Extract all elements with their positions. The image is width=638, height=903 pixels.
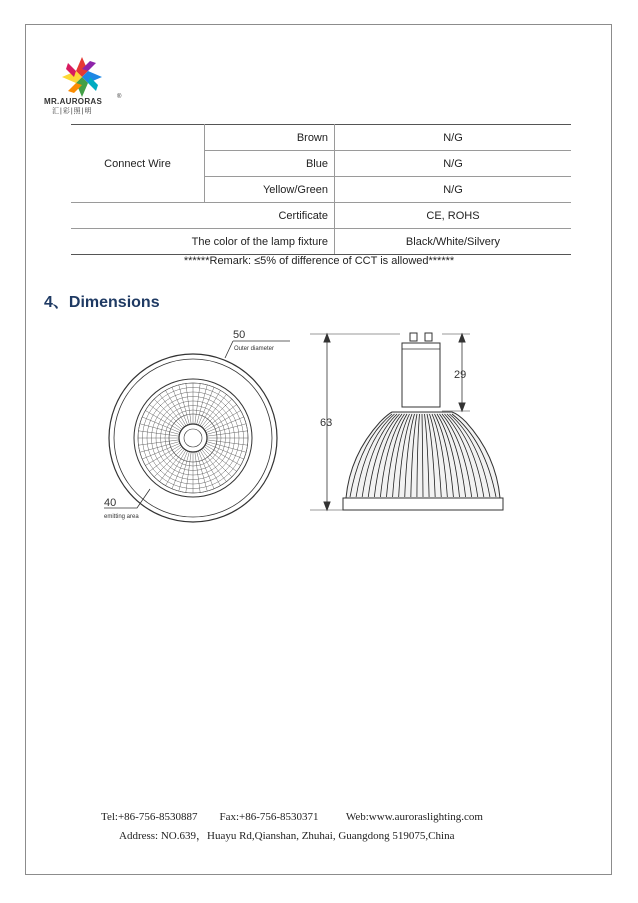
reflector-spoke	[138, 431, 179, 436]
reflector-spoke	[207, 431, 248, 436]
fixture-color-value: Black/White/Silvery	[335, 229, 572, 255]
reflector-spoke	[207, 442, 247, 453]
wire-color-label: Brown	[205, 125, 335, 151]
emitting-area-label: emitting area	[104, 514, 139, 520]
registered-mark: ®	[117, 94, 122, 100]
certificate-label: Certificate	[71, 203, 335, 229]
reflector-spoke	[179, 385, 190, 425]
outer-diameter-value: 50	[233, 329, 246, 341]
cct-remark: ******Remark: ≤5% of difference of CCT is allowed******	[183, 255, 455, 267]
reflector-spoke	[195, 383, 200, 424]
reflector-spoke	[140, 442, 180, 453]
footer-address: Address: NO.639，Huayu Rd,Qianshan, Zhuhai, Guangdong 519075,China	[119, 830, 455, 842]
section-title: 4、Dimensions	[44, 294, 160, 311]
fixture-color-label: The color of the lamp fixture	[71, 229, 335, 255]
side-view	[310, 333, 503, 510]
wire-value: N/G	[335, 125, 572, 151]
reflector-spoke	[207, 440, 248, 445]
reflector-spoke	[186, 383, 191, 424]
wire-color-label: Blue	[205, 151, 335, 177]
front-view	[104, 341, 290, 522]
reflector-spoke	[179, 452, 190, 492]
reflector-spoke	[140, 424, 180, 435]
reflector-spoke	[207, 424, 247, 435]
logo-chinese-name: 汇|彩|照|明	[52, 108, 93, 115]
connect-wire-label: Connect Wire	[71, 125, 205, 203]
wire-color-label: Yellow/Green	[205, 177, 335, 203]
reflector-spoke	[138, 440, 179, 445]
height-total-value: 63	[320, 417, 333, 429]
reflector-spoke	[186, 452, 191, 493]
height-base-value: 29	[454, 369, 467, 381]
reflector-spoke	[197, 452, 208, 492]
reflector-spoke	[197, 385, 208, 425]
reflector-spoke	[195, 452, 200, 493]
emitting-area-value: 40	[104, 497, 117, 509]
certificate-value: CE, ROHS	[335, 203, 572, 229]
outer-diameter-label: Outer diameter	[234, 346, 275, 352]
wire-value: N/G	[335, 177, 572, 203]
footer-contact: Tel:+86-756-8530887 Fax:+86-756-8530371 Web:www.auroraslighting.com	[101, 811, 483, 823]
wire-value: N/G	[335, 151, 572, 177]
logo-brand-name: MR.AURORAS	[44, 97, 103, 106]
